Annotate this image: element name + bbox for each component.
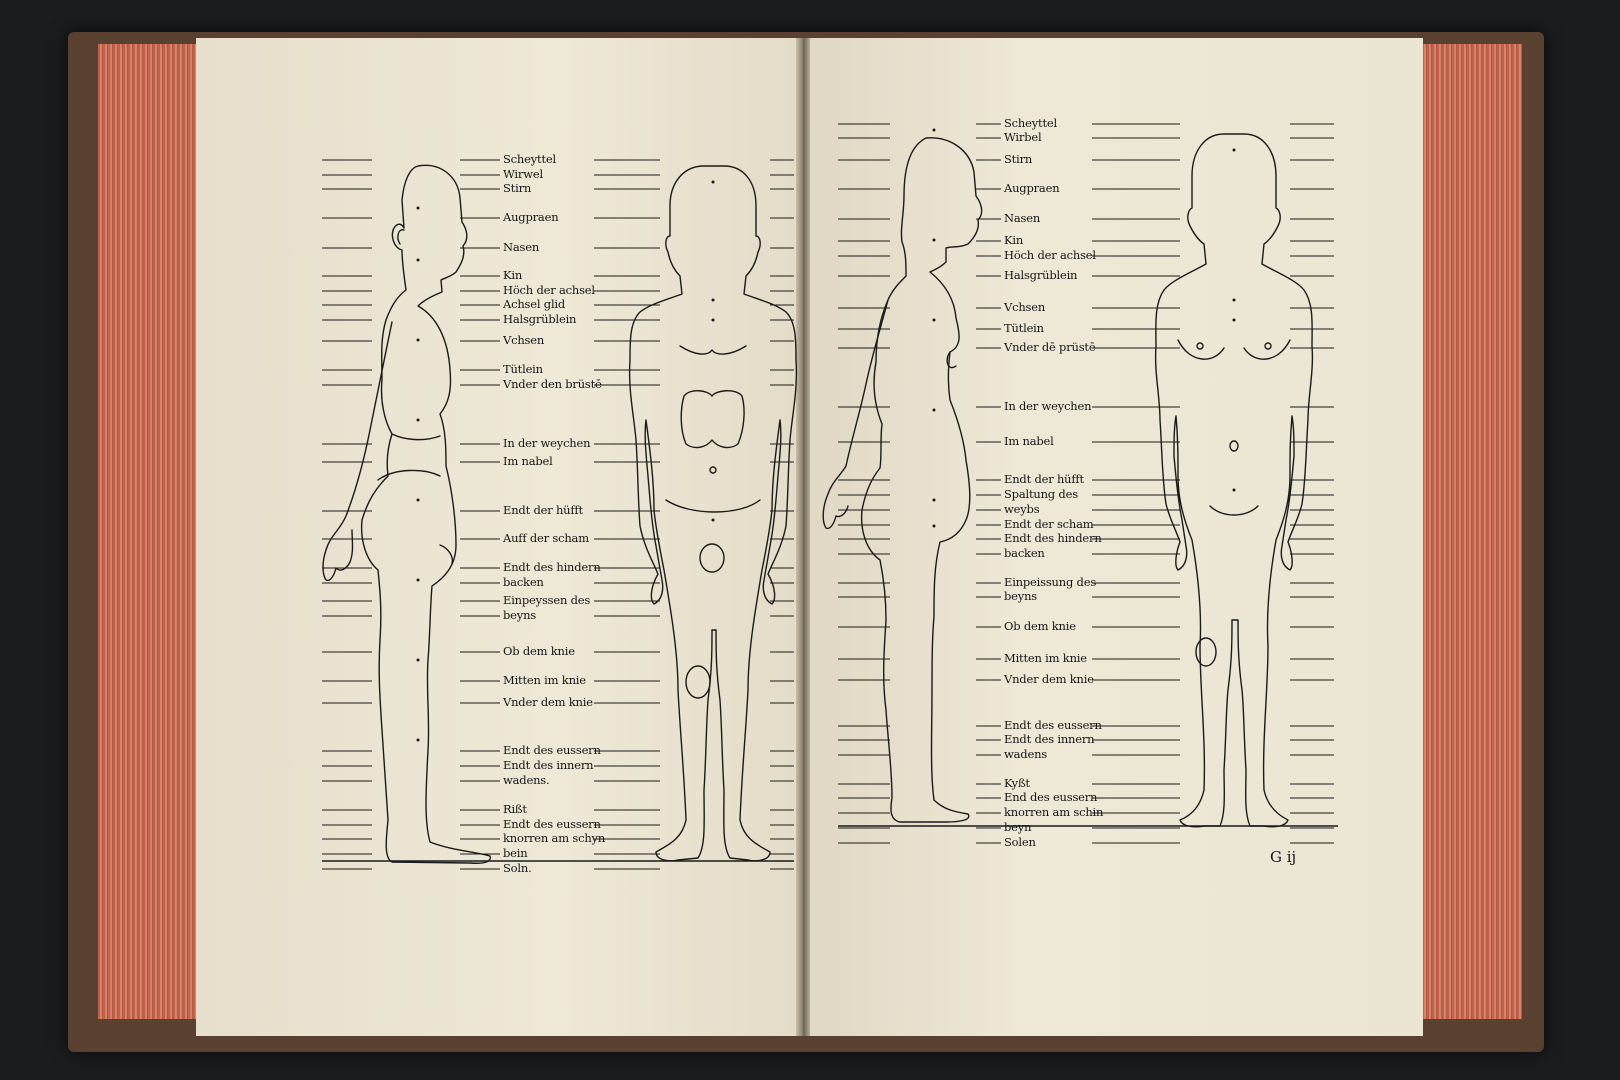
proportion-label: Augpraen [503, 210, 559, 224]
proportion-label: Endt des innern [1004, 732, 1095, 746]
proportion-label: Achsel glid [503, 297, 566, 311]
proportion-label: Tütlein [1004, 321, 1044, 335]
proportion-label: weybs [1004, 502, 1040, 516]
proportion-label: knorren am schin [1004, 805, 1104, 819]
proportion-label: Vchsen [1004, 300, 1046, 314]
proportion-label: wadens [1004, 747, 1047, 761]
proportion-label: knorren am schyn [503, 831, 606, 845]
proportion-label: Höch der achsel [1004, 248, 1096, 262]
proportion-label: Vnder dem knie [503, 695, 593, 709]
proportion-label: Solen [1004, 835, 1036, 849]
proportion-label: Endt des eussern [1004, 718, 1102, 732]
proportion-label: Einpeyssen des [503, 593, 591, 607]
proportion-label: Scheyttel [1004, 116, 1057, 130]
proportion-label: Halsgrüblein [503, 312, 577, 326]
proportion-label: Nasen [1004, 211, 1041, 225]
proportion-label: Kyßt [1004, 776, 1030, 790]
proportion-label: Ob dem knie [503, 644, 575, 658]
proportion-label: Endt des hindern [503, 560, 601, 574]
proportion-label: Endt des hindern [1004, 531, 1102, 545]
proportion-label: Nasen [503, 240, 540, 254]
proportion-label: In der weychen [503, 436, 591, 450]
proportion-label: beyns [1004, 589, 1037, 603]
proportion-label: In der weychen [1004, 399, 1092, 413]
proportion-label: Spaltung des [1004, 487, 1078, 501]
proportion-label: Endt des eussern [503, 817, 601, 831]
proportion-label: Höch der achsel [503, 283, 595, 297]
proportion-label: Endt der scham [1004, 517, 1094, 531]
proportion-label: beyn [1004, 820, 1032, 834]
proportion-label: Endt der hüfft [1004, 472, 1084, 486]
proportion-label: Auff der scham [503, 531, 589, 545]
proportion-label: Tütlein [503, 362, 543, 376]
proportion-label: Stirn [1004, 152, 1033, 166]
proportion-label: Im nabel [503, 454, 553, 468]
proportion-label: Stirn [503, 181, 532, 195]
proportion-label: Vnder dē prüstē [1004, 340, 1096, 354]
folio-signature: G ij [1270, 848, 1297, 866]
proportion-label: backen [503, 575, 544, 589]
proportion-label: Soln. [503, 861, 532, 875]
proportion-label: backen [1004, 546, 1045, 560]
proportion-label: wadens. [503, 773, 550, 787]
proportion-label: Endt der hüfft [503, 503, 583, 517]
proportion-label: Wirbel [1004, 130, 1042, 144]
left-page [196, 38, 800, 1036]
right-page-edges [1422, 44, 1522, 1019]
proportion-label: Vnder dem knie [1004, 672, 1094, 686]
proportion-label: Vnder den brüstē [503, 377, 602, 391]
proportion-label: Kin [503, 268, 523, 282]
proportion-label: Ob dem knie [1004, 619, 1076, 633]
proportion-label: End des eussern [1004, 790, 1098, 804]
proportion-label: Mitten im knie [503, 673, 586, 687]
proportion-label: Einpeissung des [1004, 575, 1097, 589]
proportion-label: beyns [503, 608, 536, 622]
proportion-label: Wirwel [503, 167, 543, 181]
right-page [806, 38, 1423, 1036]
book-gutter [796, 38, 810, 1036]
proportion-label: Augpraen [1004, 181, 1060, 195]
proportion-label: bein [503, 846, 528, 860]
left-page-edges [98, 44, 198, 1019]
proportion-label: Endt des innern [503, 758, 594, 772]
proportion-label: Mitten im knie [1004, 651, 1087, 665]
proportion-label: Endt des eussern [503, 743, 601, 757]
proportion-label: Kin [1004, 233, 1024, 247]
proportion-label: Halsgrüblein [1004, 268, 1078, 282]
proportion-label: Rißt [503, 802, 527, 816]
proportion-label: Scheyttel [503, 152, 556, 166]
proportion-label: Im nabel [1004, 434, 1054, 448]
proportion-label: Vchsen [503, 333, 545, 347]
